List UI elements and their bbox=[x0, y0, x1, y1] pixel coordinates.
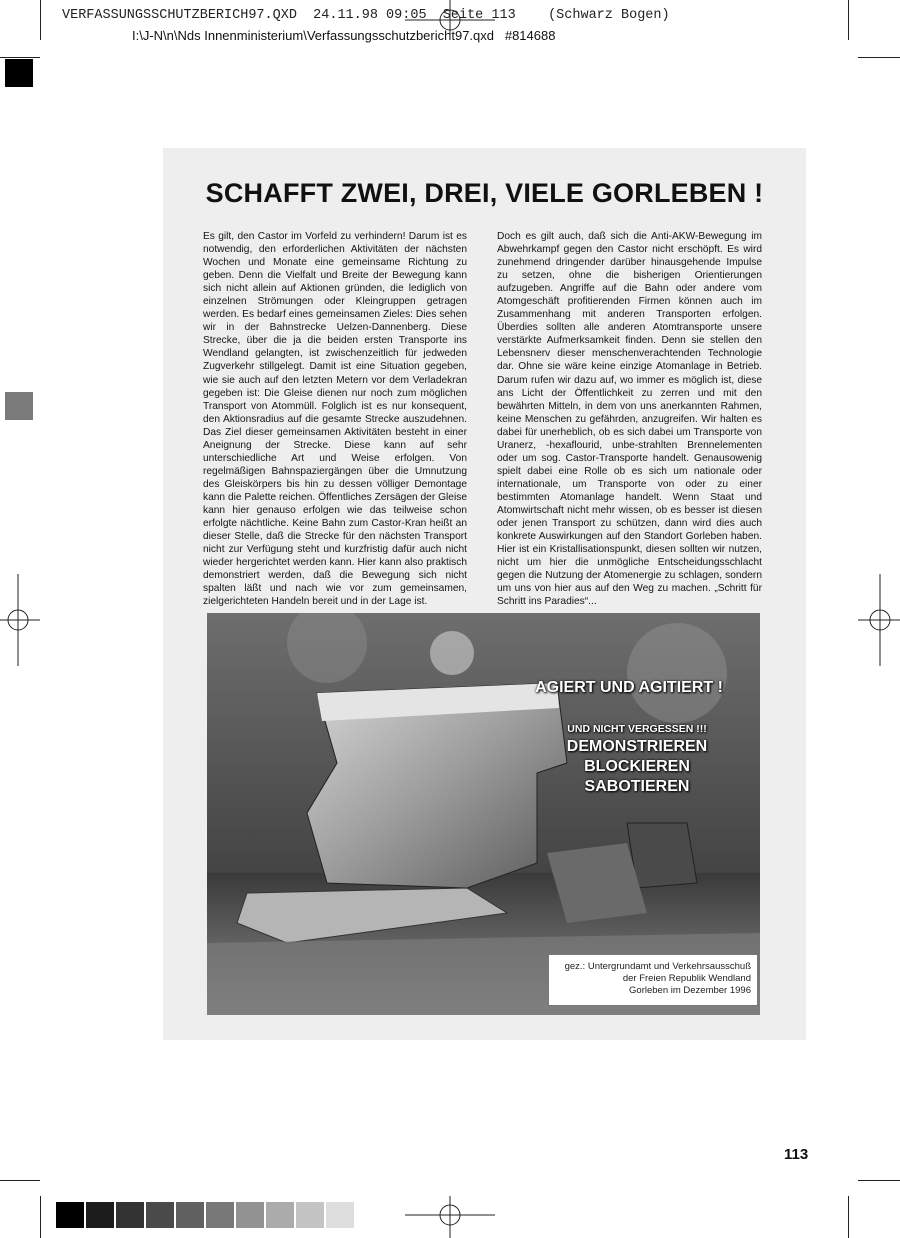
crop-mark bbox=[0, 57, 40, 58]
gray-swatch bbox=[326, 1202, 354, 1228]
signature-line: gez.: Untergrundamt und Verkehrsausschuß bbox=[564, 961, 751, 972]
gray-swatch bbox=[266, 1202, 294, 1228]
gray-swatch bbox=[206, 1202, 234, 1228]
slogan-line: SABOTIEREN bbox=[584, 778, 690, 795]
page-number: 113 bbox=[784, 1146, 809, 1163]
crop-mark bbox=[40, 0, 41, 40]
gray-swatch bbox=[146, 1202, 174, 1228]
crop-mark bbox=[848, 1196, 849, 1238]
crop-mark bbox=[858, 1180, 900, 1181]
crop-mark bbox=[40, 1196, 41, 1238]
signature-box bbox=[548, 954, 758, 1006]
crosshair-icon bbox=[405, 1196, 495, 1238]
gray-swatch bbox=[56, 1202, 84, 1228]
print-slug: VERFASSUNGSSCHUTZBERICH97.QXD 24.11.98 09:05 Seite 113 (Schwarz Bogen) bbox=[62, 8, 670, 23]
file-path: I:\J-N\n\Nds Innenministerium\Verfassungsschutzbericht97.qxd #814688 bbox=[132, 28, 556, 43]
article-headline: SCHAFFT ZWEI, DREI, VIELE GORLEBEN ! bbox=[205, 178, 764, 208]
gray-swatch bbox=[86, 1202, 114, 1228]
gray-swatch bbox=[116, 1202, 144, 1228]
crosshair-icon bbox=[405, 0, 495, 40]
slogan-main: AGIERT UND AGITIERT ! bbox=[535, 679, 723, 696]
gray-swatch bbox=[296, 1202, 324, 1228]
gray-swatch bbox=[236, 1202, 264, 1228]
rail-photo bbox=[207, 613, 760, 1015]
signature-line: Gorleben im Dezember 1996 bbox=[629, 985, 751, 996]
signature-line: der Freien Republik Wendland bbox=[622, 973, 751, 984]
crop-mark bbox=[0, 1180, 40, 1181]
crop-mark bbox=[848, 0, 849, 40]
crop-mark bbox=[858, 57, 900, 58]
crosshair-icon bbox=[0, 574, 40, 666]
registration-square-gray bbox=[5, 392, 33, 420]
registration-square-black bbox=[5, 59, 33, 87]
slogan-line: BLOCKIEREN bbox=[584, 758, 690, 775]
slogan-sub: UND NICHT VERGESSEN !!! bbox=[567, 723, 707, 735]
gray-swatch bbox=[176, 1202, 204, 1228]
scanned-article bbox=[163, 148, 806, 1040]
slogan-list bbox=[537, 737, 737, 797]
slogan-line: DEMONSTRIEREN bbox=[566, 738, 708, 755]
crosshair-icon bbox=[858, 574, 900, 666]
article-column-right: Doch es gilt auch, daß sich die Anti-AKW-Bewegung im Abwehrkampf gegen den Castor nicht erschöpft. Es wird zunehmend dringender darüber hinausgehende Impulse zu setzen, ohne die bisherigen Orientierungen aufzugeben. Angriffe auf die Bahn oder andere vom Atomgeschäft profitierenden Firmen können auch im Zusammenhang mit anderen Transporten erfolgen. Überdies sollten alle anderen Atomtransporte unsere verstärkte Aufmerksamkeit finden. Denn sie stellen den Lebensnerv dieser menschenverachtenden Technologie dar. Ohne sie wäre keine einzige Atomanlage in Betrieb. Darum rufen wir dazu auf, wo immer es möglich ist, diese ans Licht der Öffentlichkeit zu zerren und mit den bewährten Mitteln, in dem von uns anerkannten Rahmen, keine Menschen zu gefährden, anzugreifen. Wir halten es dabei für unerheblich, ob es sich dabei um Transporte von Uranerz, -hexaflourid, unbe-strahlten Brennelementen oder um sog. Castor-Transporte handelt. Genausowenig spielt dabei eine Rolle ob es sich um nationale oder internationale, um Transporte von oder zu einer bestimmten Atomanlage handelt. Wenn Staat und Atomwirtschaft nicht mehr wissen, ob es besser ist diesen oder jenen Transport zu schützen, dann wird dies auch konkrete Auswirkungen auf den Standort Gorleben haben. Hier ist ein Kristallisationspunkt, diesen sollten wir nutzen, nicht um hier die unmögliche Entscheidungsschlacht gegen die Nutzung der Atomenergie zu schlagen, sondern um uns von hier aus auf den Weg zu machen. „Schritt für Schritt ins Paradies“... bbox=[497, 231, 762, 608]
article-column-left: Es gilt, den Castor im Vorfeld zu verhindern! Darum ist es notwendig, den erforderlichen Aktivitäten der nächsten Wochen und Monate eine gemeinsame Richtung zu geben. Denn die Vielfalt und Breite der Bewegung kann sich nicht allein auf Aktionen gründen, die lediglich von einzelnen Strömungen oder Kleingruppen getragen werden. Es bedarf eines gemeinsamen Zieles: Dies sehen wir in der Bahnstrecke Uelzen-Dannenberg. Diese Strecke, über die ja die beiden ersten Transporte ins Wendland gelangten, ist zwischenzeitlich für jedweden Zugverkehr stillgelegt. Damit ist eine Situation gegeben, wie sie auch auf den letzten Metern vor dem Verladekran gegeben ist: Die Gleise dienen nur noch zum möglichen Transport von Atommüll. Folglich ist es nur konsequent, den Aktionsradius auf die gesamte Strecke auszudehnen. Das Ziel dieser gemeinsamen Aktivitäten besteht in einer Aneignung der Strecke. Diese kann auf sehr unterschiedliche Art und Weise erfolgen. Von regelmäßigen Bahnspaziergängen über die Umnutzung des Gleiskörpers bis hin zu dessen völliger Demontage kann die Palette reichen. Öffentliches Zersägen der Gleise kann hier genauso erfolgen wie das teilweise schon erfolgte nächtliche. Keine Bahn zum Castor-Kran heißt an dieser Stelle, daß die Strecke für den nächsten Transport nicht zur Verfügung steht und kurzfristig dafür auch nicht wieder hergerichtet werden kann. Hier kann also praktisch demonstriert werden, daß die Bewegung sich nicht spalten läßt und nach wie vor zum gemeinsamen, zielgerichteten Handeln bereit und in der Lage ist. bbox=[203, 231, 467, 608]
